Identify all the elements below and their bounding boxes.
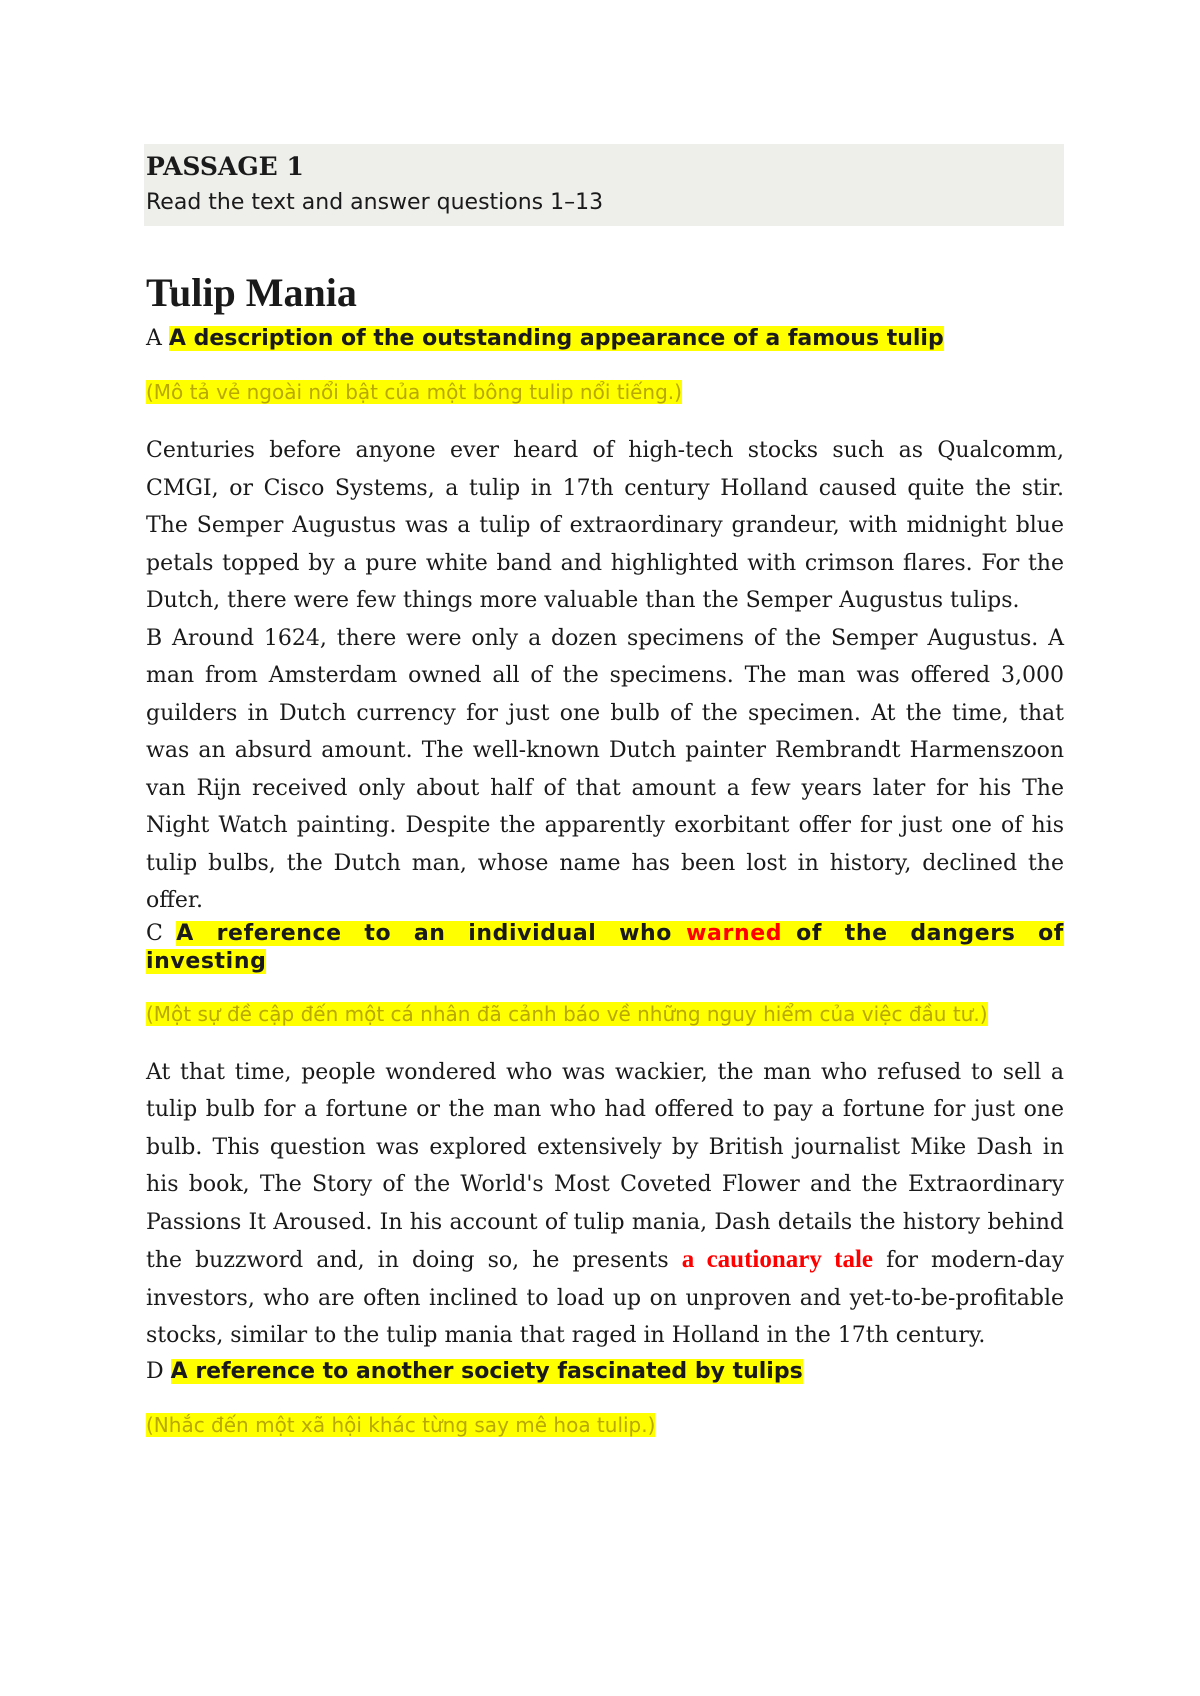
section-c-paragraph-red: a cautionary tale xyxy=(681,1246,874,1273)
section-c-space-2 xyxy=(782,921,796,946)
section-a-heading-text: A description of the outstanding appearance of a famous tulip xyxy=(168,326,944,351)
section-c-paragraph-part1: At that time, people wondered who was wackier, the man who refused to sell a tulip bulb for a fortune or the man who had offered to pay a fortune for just one bulb. This question was explored extensively by British journalist Mike Dash in his book, The Story of the World's Most Coveted Flower and the Extraordinary Passions It Aroused. In his account of tulip mania, Dash details the history behind the buzzword and, in doing so, he presents xyxy=(146,1059,1064,1273)
passage-instruction: Read the text and answer questions 1–13 xyxy=(146,190,604,215)
section-c-translation xyxy=(146,1002,1064,1026)
document-page xyxy=(146,144,1064,1465)
section-a-heading xyxy=(146,324,1064,354)
section-d-translation-text: (Nhắc đến một xã hội khác từng say mê hoa tulip.) xyxy=(146,1412,656,1437)
section-a-paragraph: Centuries before anyone ever heard of high-tech stocks such as Qualcomm, CMGI, or Cisco Systems, a tulip in 17th century Holland caused quite the stir. The Semper Augustus was a tulip of extraordinary grandeur, with midnight blue petals topped by a pure white band and highlighted with crimson flares. For the Dutch, there were few things more valuable than the Semper Augustus tulips. xyxy=(146,438,1064,613)
section-c-heading-red: warned xyxy=(686,920,783,946)
section-c-heading-part1: A reference to an individual who xyxy=(176,920,673,946)
section-c-space-1 xyxy=(672,921,686,946)
passage-title: PASSAGE 1 xyxy=(146,152,304,181)
section-b-paragraph: B Around 1624, there were only a dozen specimens of the Semper Augustus. A man from Amsterdam owned all of the specimens. The man was offered 3,000 guilders in Dutch currency for just one bulb of the specimen. At the time, that was an absurd amount. The well-known Dutch painter Rembrandt Harmenszoon van Rijn received only about half of that amount a few years later for his The Night Watch painting. Despite the apparently exorbitant offer for just one of his tulip bulbs, the Dutch man, whose name has been lost in history, declined the offer. xyxy=(146,625,1064,913)
section-c-translation-text: (Một sự đề cập đến một cá nhân đã cảnh báo về những nguy hiểm của việc đầu tư.) xyxy=(146,1001,988,1026)
document-title: Tulip Mania xyxy=(146,270,357,315)
section-c-heading-part2: of the dangers of investing xyxy=(146,920,1064,974)
section-a-translation xyxy=(146,380,1064,404)
section-d-letter: D xyxy=(146,1358,164,1384)
section-c-paragraph xyxy=(146,1054,1064,1355)
section-d-translation xyxy=(146,1413,1064,1437)
passage-header xyxy=(144,144,1064,226)
section-d-heading xyxy=(146,1357,1064,1387)
section-c-letter: C xyxy=(146,920,163,946)
section-a-translation-text: (Mô tả vẻ ngoài nổi bật của một bông tulip nổi tiếng.) xyxy=(146,380,682,404)
section-c-heading xyxy=(146,920,1064,976)
section-c-paragraph-part2: for modern-day investors, who are often inclined to load up on unproven and yet-to-be-profitable stocks, similar to the tulip mania that raged in Holland in the 17th century. xyxy=(146,1248,1065,1348)
section-d-heading-text: A reference to another society fascinated by tulips xyxy=(170,1358,803,1384)
section-a-letter: A xyxy=(146,326,162,351)
